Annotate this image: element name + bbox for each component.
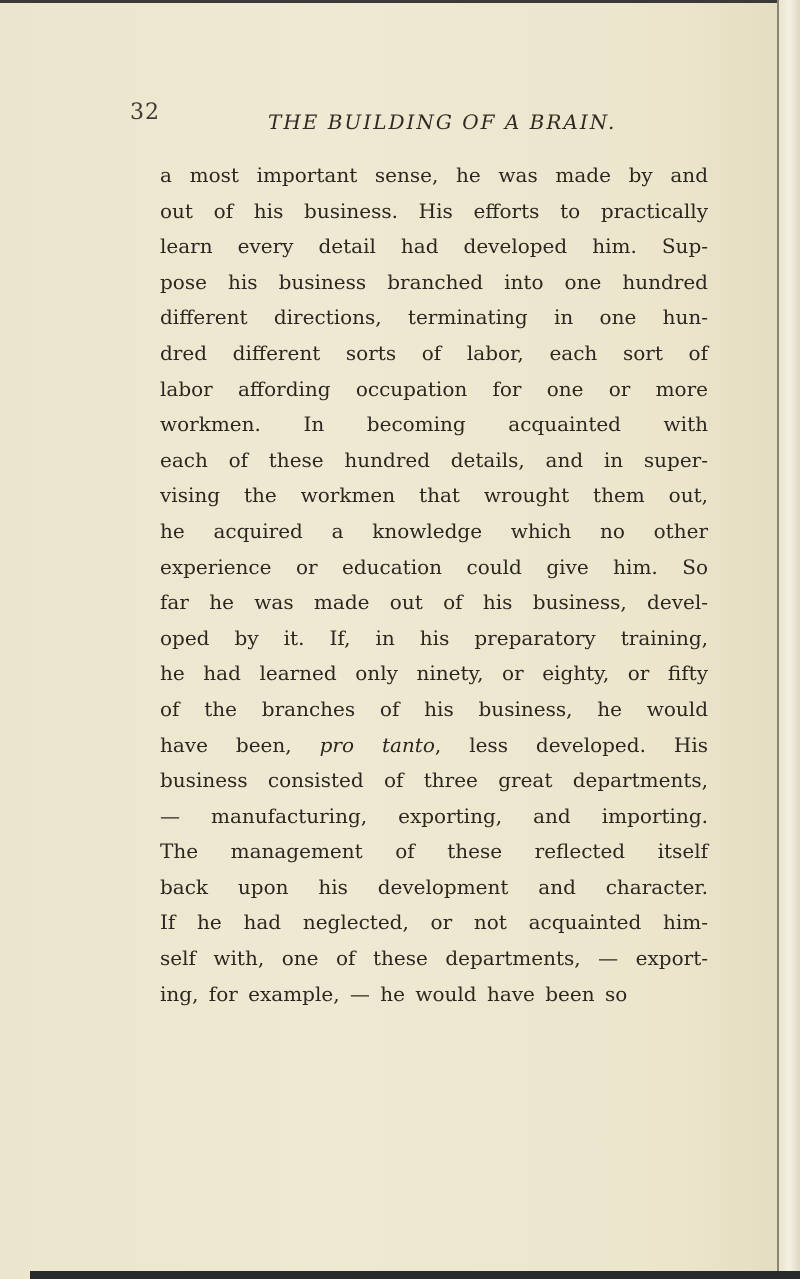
page-top-edge (0, 0, 800, 3)
text-line: pose his business branched into one hundred (160, 269, 708, 294)
text-line: business consisted of three great departments, (160, 768, 708, 793)
page-bottom-edge (30, 1271, 800, 1279)
text-line: labor affording occupation for one or more (160, 376, 708, 401)
text-line: vising the workmen that wrought them out, (160, 483, 708, 508)
text-line: workmen. In becoming acquainted with (160, 412, 708, 437)
page-right-edge (777, 0, 800, 1279)
text-line: dred different sorts of labor, each sort of (160, 340, 708, 365)
body-text (160, 158, 708, 1012)
running-head (130, 100, 750, 140)
italic-phrase: pro tanto (319, 732, 435, 757)
text-line: a most important sense, he was made by and (160, 163, 708, 187)
text-line: The management of these reflected itself (160, 839, 708, 864)
running-title: THE BUILDING OF A BRAIN. (268, 110, 617, 134)
text-line: ing, for example, — he would have been so (160, 981, 628, 1006)
text-line: self with, one of these departments, — export- (160, 946, 708, 971)
text-segment: have been, (160, 732, 320, 757)
text-line: — manufacturing, exporting, and importing. (160, 803, 708, 828)
text-line-with-italic (160, 728, 708, 764)
text-line: each of these hundred details, and in super- (160, 447, 708, 472)
text-line: back upon his development and character. (160, 874, 708, 899)
text-line: experience or education could give him. So (160, 554, 708, 579)
text-line: out of his business. His efforts to practically (160, 198, 708, 223)
text-segment: , less developed. His (434, 732, 708, 757)
text-line: If he had neglected, or not acquainted him- (160, 910, 708, 935)
text-line: he acquired a knowledge which no other (160, 518, 708, 543)
text-line: different directions, terminating in one hun- (160, 305, 708, 330)
text-line: far he was made out of his business, devel- (160, 590, 708, 615)
page-number: 32 (130, 100, 160, 125)
text-line: he had learned only ninety, or eighty, or fifty (160, 661, 708, 686)
text-line: oped by it. If, in his preparatory training, (160, 625, 708, 650)
text-line: of the branches of his business, he would (160, 696, 708, 721)
text-line: learn every detail had developed him. Sup- (160, 234, 708, 259)
